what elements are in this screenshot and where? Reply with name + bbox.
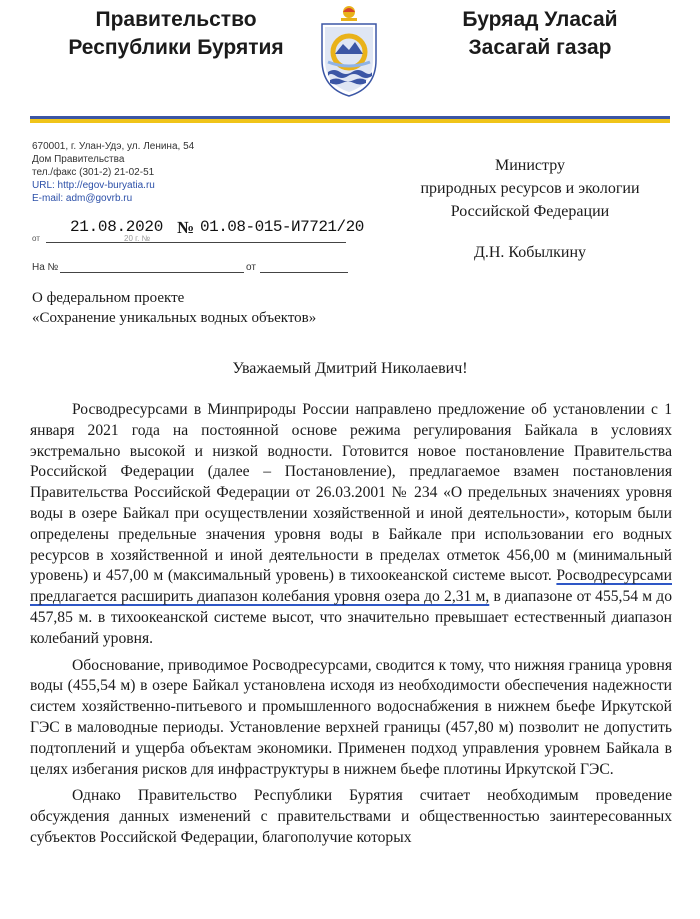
header-right-line2: Засагай газар [468, 36, 612, 59]
reply-number-underline [60, 272, 244, 273]
contact-building: Дом Правительства [32, 154, 125, 165]
addressee-block [380, 154, 680, 264]
paragraph-1-tail: в диапазоне от 455,54 м до 457,85 м. в тихоокеанской системе высот, что значительно превышает естественный диапазон колебаний уровня. [30, 588, 672, 647]
paragraph-3: Однако Правительство Республики Бурятия считает необходимым проведение обсуждения данных изменений с правительствами и общественностью заинтересованных субъектов Российской Федерации, благополучие которых [30, 787, 672, 846]
contact-url[interactable]: URL: http://egov-buryatia.ru [32, 180, 155, 191]
header-left-org [52, 6, 300, 62]
subject-line2: «Сохранение уникальных водных объектов» [32, 310, 317, 326]
letter-subject [32, 288, 316, 328]
coat-of-arms-emblem [316, 2, 382, 98]
subject-line1: О федеральном проекте [32, 290, 185, 306]
underlined-proposal: Росводресурсами предлагается расширить диапазон колебания уровня озера до 2,31 м, [30, 567, 672, 606]
registration-faint-hint: 20 г. № [124, 234, 151, 243]
registration-number: 01.08-015-И7721/20 [200, 218, 364, 236]
salutation: Уважаемый Дмитрий Николаевич! [232, 360, 468, 377]
letter-body [30, 400, 672, 855]
addressee-ministry: природных ресурсов и экологии [420, 180, 640, 197]
sender-contacts [32, 140, 194, 205]
contact-address: 670001, г. Улан-Удэ, ул. Ленина, 54 [32, 141, 195, 152]
addressee-country: Российской Федерации [450, 203, 610, 220]
header-right-org [440, 6, 640, 62]
from-label: от [32, 234, 40, 243]
header-left-line2: Республики Бурятия [68, 36, 284, 59]
header-right-line1: Буряад Уласай [462, 8, 618, 31]
paragraph-2: Обоснование, приводимое Росводресурсами, сводится к тому, что нижняя граница уровня воды (455,54 м) в озере Байкал установлена исходя из необходимости обеспечения надежности систем хозяйственно-питьевого и промышленного водоснабжения в нижнем бьефе Иркутской ГЭС в маловодные периоды. Установление верхней границы (457,80 м) позволит не допустить подтоплений и ущерба объектам экономики. Применен подход управления уровнем Байкала в целях избегания рисков для инфраструктуры в нижнем бьефе плотины Иркутской ГЭС. [30, 656, 672, 778]
registration-underline [46, 242, 346, 243]
registration-date: 21.08.2020 [70, 218, 164, 236]
addressee-position: Министру [495, 157, 565, 174]
reply-number-label: На № [32, 262, 59, 273]
contact-phone: тел./факс (301-2) 21-02-51 [32, 167, 155, 178]
paragraph-1 [30, 400, 672, 650]
number-sign: № [177, 218, 195, 237]
reply-date-underline [260, 272, 348, 273]
header-left-line1: Правительство [95, 8, 257, 31]
reply-reference-line [32, 262, 350, 276]
paragraph-1-text: Росводресурсами в Минприроды России направлено предложение об установлении с 1 января 2021 года на постоянной основе режима регулирования Байкала в условиях экстремально высокой и низкой водности. Готовится новое постановление Правительства Российской Федерации (далее – Постановление), предлагаемое взамен постановления Правительства Российской Федерации от 26.03.2001 № 234 «О предельных значениях уровня воды в озере Байкал при осуществлении хозяйственной и иной деятельности», которым были определены предельные значения уровня воды в Байкале при использовании его водных ресурсов в хозяйственной и иной деятельности в пределах отметок 456,00 м (минимальный уровень) и 457,00 м (максимальный уровень) в тихоокеанской системе высот. [30, 401, 672, 585]
reply-from-label: от [246, 262, 256, 273]
contact-email[interactable]: E-mail: adm@govrb.ru [32, 193, 133, 204]
addressee-name: Д.Н. Кобылкину [473, 244, 587, 261]
header-rule-gold [30, 119, 670, 123]
registration-line [32, 218, 364, 248]
